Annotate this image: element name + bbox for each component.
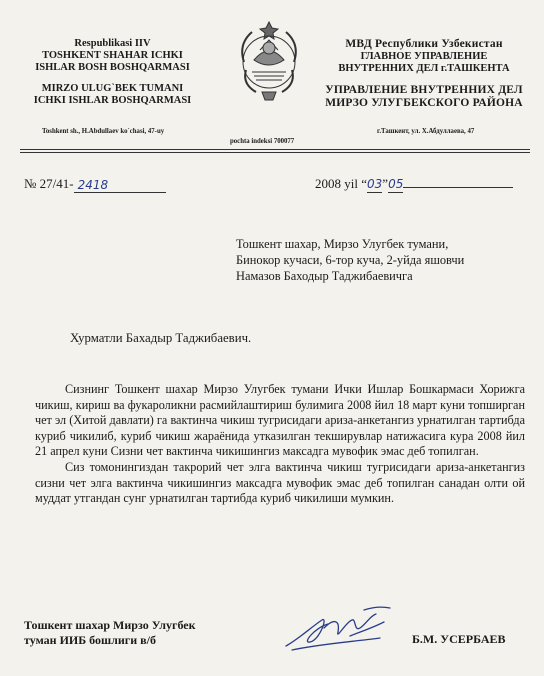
letterhead-left-line: Respublikasi IIV xyxy=(74,38,151,49)
letter-date xyxy=(315,176,513,193)
signatory-title-line: Тошкент шахар Мирзо Улугбек xyxy=(24,618,196,632)
letterhead-right-line: МИРЗО УЛУГБЕКСКОГО РАЙОНА xyxy=(325,97,523,109)
letterhead-right-line: МВД Республики Узбекистан xyxy=(345,38,503,50)
recipient-line: Бинокор кучаси, 6-тор куча, 2-уйда яшовчи xyxy=(236,253,465,267)
greeting: Хурматли Бахадыр Таджибаевич. xyxy=(70,331,252,345)
letterhead-right-line: УПРАВЛЕНИЕ ВНУТРЕННИХ ДЕЛ xyxy=(325,84,523,96)
signatory-name: Б.М. УСЕРБАЕВ xyxy=(412,632,506,646)
letter-body xyxy=(35,382,525,507)
letterhead-right xyxy=(310,38,538,110)
address-right: г.Ташкент, ул. Х.Абдуллаева, 47 xyxy=(377,128,475,135)
recipient-line: Тошкент шахар, Мирзо Улугбек тумани, xyxy=(236,237,449,251)
body-paragraph: Сизнинг Тошкент шахар Мирзо Улугбек тумани Ички Ишлар Бошкармаси Хорижга чикиш, кириш ва фукароликни расмийлаштириш булимига 2008 йил 18 март куни топширган чет эл (Хитой давлати) га вактинча чикиш тугрисидаги ариза-анкетангиз урнатилган тартибда куриб чикилиб, куриб чикиш жараёнида утказилган текширувлар натижасига кура 2008 йил 21 апрел куни Сизни чет вактинча чикишингиз максадга мувофик эмас деб топилган. xyxy=(35,382,525,459)
reference-handwritten-number: 2418 xyxy=(77,178,109,192)
reference-number xyxy=(24,176,166,193)
date-month: 05 xyxy=(388,177,404,191)
date-quote-close: ” xyxy=(382,176,389,191)
letterhead-left-line: ISHLAR BOSH BOSHQARMASI xyxy=(35,62,190,73)
letterhead-left xyxy=(10,38,215,107)
letterhead-right-line: ГЛАВНОЕ УПРАВЛЕНИЕ xyxy=(360,51,488,62)
letterhead-left-line: TOSHKENT SHAHAR ICHKI xyxy=(42,50,183,61)
signatory-title-line: туман ИИБ бошлиги в/б xyxy=(24,633,156,647)
date-day: 03 xyxy=(367,177,383,191)
handwritten-signature-icon xyxy=(280,598,400,658)
signatory-title xyxy=(24,618,196,648)
state-emblem-icon xyxy=(232,14,306,106)
header-divider-thin xyxy=(20,152,530,153)
recipient-line: Намазов Баходыр Таджибаевичга xyxy=(236,269,413,283)
postal-index: pochta indeksi 700077 xyxy=(230,138,295,145)
letterhead-left-line: MIRZO ULUG`BEK TUMANI xyxy=(41,83,184,94)
reference-prefix: № 27/41- xyxy=(24,176,74,191)
body-paragraph: Сиз томонингиздан такрорий чет элга вактинча чикиш тугрисидаги ариза-анкетангиз сизни чет элга вактинча чикишингиз максадга мувофик эмас деб топилган санадан олти ой муддат утгандан сунг урнатилган тартибда куриб чикилиши мумкин. xyxy=(35,459,525,506)
letterhead-left-line: ICHKI ISHLAR BOSHQARMASI xyxy=(33,95,192,106)
letterhead-right-line: ВНУТРЕННИХ ДЕЛ г.ТАШКЕНТА xyxy=(338,63,510,74)
date-year: 2008 yil xyxy=(315,176,358,191)
header-divider xyxy=(20,149,530,150)
recipient-block xyxy=(236,236,464,284)
date-quote-open: “ xyxy=(361,176,368,191)
address-left: Toshkent sh., H.Abdullaev ko`chasi, 47-uy xyxy=(42,128,165,135)
